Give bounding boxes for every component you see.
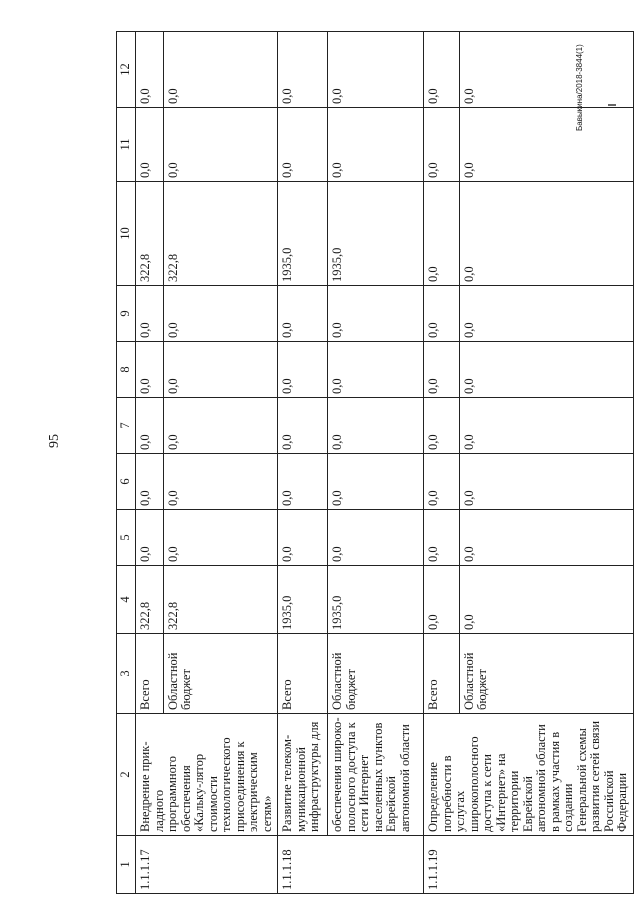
value-cell: 0,0 [424,108,460,182]
item-number: 1.1.1.19 [424,836,634,894]
column-header: 11 [117,108,136,182]
value-cell: 0,0 [163,32,277,108]
value-cell: 0,0 [136,32,164,108]
item-number: 1.1.1.18 [278,836,424,894]
value-cell: 0,0 [424,510,460,566]
value-cell: 0,0 [163,342,277,398]
value-cell: 1935,0 [278,182,328,286]
value-cell: 0,0 [278,454,328,510]
item-number: 1.1.1.17 [136,836,278,894]
column-header: 4 [117,566,136,634]
column-header: 5 [117,510,136,566]
item-name: Определение потребности в услугах широкополосного доступа к сети «Интернет» на территории Еврейской автономной области в рамках участия в создании Генеральной схемы развития сетей связи Российской Федерации [424,714,634,836]
value-cell: 0,0 [459,32,633,108]
value-cell: 0,0 [328,398,424,454]
value-cell: 0,0 [163,286,277,342]
funding-source: Всего [424,634,460,714]
value-cell: 0,0 [459,108,633,182]
value-cell: 0,0 [136,286,164,342]
value-cell: 322,8 [163,566,277,634]
value-cell: 0,0 [136,510,164,566]
value-cell: 0,0 [278,32,328,108]
table-row [278,32,328,894]
value-cell: 0,0 [459,510,633,566]
column-header: 6 [117,454,136,510]
value-cell: 0,0 [459,286,633,342]
item-name-continued: обеспечения широко-полосного доступа к сети Интернет населенных пунктов Еврейской автономной области [328,714,424,836]
value-cell: 0,0 [328,510,424,566]
value-cell: 0,0 [328,286,424,342]
value-cell: 0,0 [459,566,633,634]
table-row [424,32,460,894]
column-header: 2 [117,714,136,836]
value-cell: 0,0 [328,108,424,182]
value-cell: 0,0 [278,286,328,342]
value-cell: 0,0 [424,286,460,342]
value-cell: 0,0 [424,342,460,398]
value-cell: 0,0 [328,32,424,108]
value-cell: 322,8 [136,566,164,634]
table-row [328,32,424,894]
value-cell: 0,0 [163,398,277,454]
column-header: 8 [117,342,136,398]
value-cell: 0,0 [163,108,277,182]
item-name: Внедрение прик-ладного программного обеспечения «Кальку-лятор стоимости технологического присоединения к электрическим сетям» [136,714,278,836]
value-cell: 0,0 [424,454,460,510]
value-cell: 0,0 [278,398,328,454]
value-cell: 1935,0 [328,566,424,634]
column-header: 3 [117,634,136,714]
value-cell: 0,0 [136,398,164,454]
column-header: 10 [117,182,136,286]
table-row [136,32,164,894]
value-cell: 0,0 [459,342,633,398]
value-cell: 0,0 [163,510,277,566]
value-cell: 0,0 [424,566,460,634]
value-cell: 0,0 [328,342,424,398]
value-cell: 322,8 [163,182,277,286]
budget-table [116,31,634,894]
column-header: 12 [117,32,136,108]
document-code: Бавыкина/2018-3844(1) [575,44,584,131]
funding-source: Областной бюджет [163,634,277,714]
funding-source: Областной бюджет [459,634,633,714]
funding-source: Областной бюджет [328,634,424,714]
value-cell: 0,0 [424,398,460,454]
value-cell: 0,0 [278,510,328,566]
value-cell: 1935,0 [278,566,328,634]
page-number: 95 [47,434,62,448]
value-cell: 0,0 [328,454,424,510]
value-cell: 0,0 [136,454,164,510]
value-cell: 0,0 [459,182,633,286]
column-header: 1 [117,836,136,894]
value-cell: 0,0 [278,108,328,182]
header-row [117,32,136,894]
value-cell: 0,0 [136,342,164,398]
value-cell: 322,8 [136,182,164,286]
value-cell: 0,0 [424,32,460,108]
value-cell: 1935,0 [328,182,424,286]
value-cell: 0,0 [459,454,633,510]
funding-source: Всего [278,634,328,714]
value-cell: 0,0 [424,182,460,286]
column-header: 7 [117,398,136,454]
value-cell: 0,0 [459,398,633,454]
funding-source: Всего [136,634,164,714]
item-name: Развитие телеком-муникационной инфраструктуры для [278,714,328,836]
column-header: 9 [117,286,136,342]
value-cell: 0,0 [163,454,277,510]
value-cell: 0,0 [136,108,164,182]
value-cell: 0,0 [278,342,328,398]
